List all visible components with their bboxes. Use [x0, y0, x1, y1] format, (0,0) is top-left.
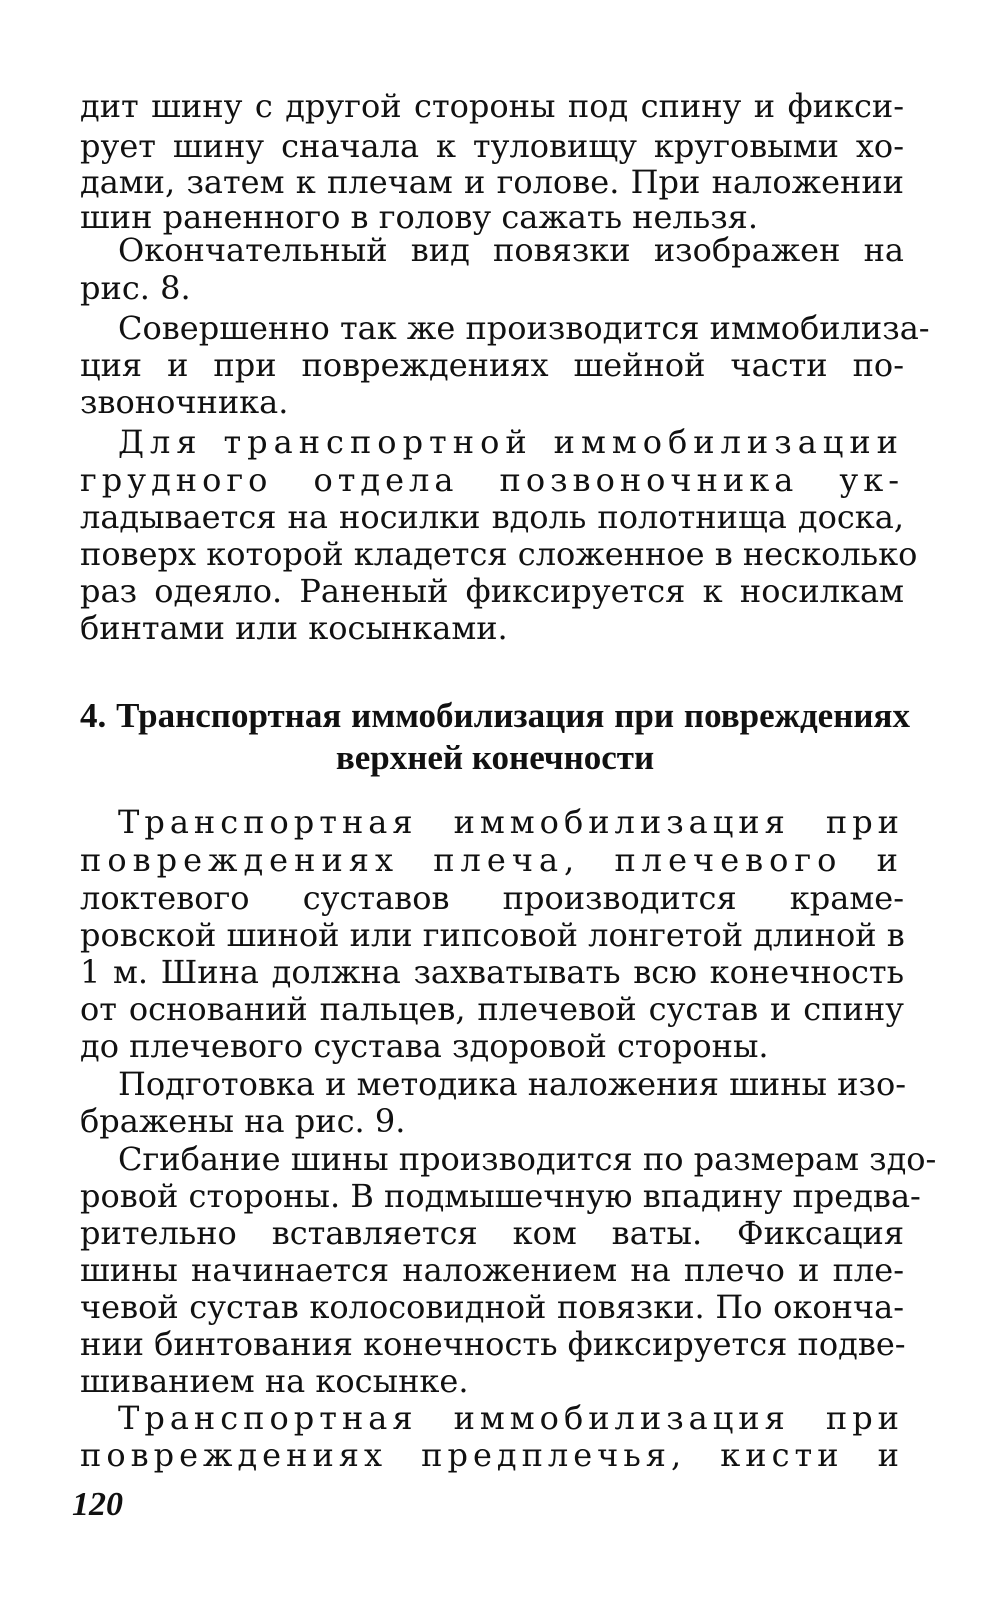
text-line: дит шину с другой стороны под спину и фикси-	[80, 87, 904, 125]
text-line: чевой сустав колосовидной повязки. По оконча-	[80, 1288, 904, 1326]
text-line: бражены на рис. 9.	[80, 1102, 406, 1140]
text-line: Подготовка и методика наложения шины изо-	[118, 1065, 907, 1103]
text-line: ция и при повреждениях шейной части по-	[80, 346, 904, 384]
text-line: ровской шиной или гипсовой лонгетой длиной в	[80, 916, 905, 954]
text-line: ровой стороны. В подмышечную впадину предва-	[80, 1177, 921, 1215]
text-line: Транспортная иммобилизация при	[118, 803, 904, 841]
section-heading-line: верхней конечности	[335, 738, 655, 777]
page-number: 120	[72, 1486, 123, 1523]
text-line: шиванием на косынке.	[80, 1362, 469, 1400]
text-line: бинтами или косынками.	[80, 609, 508, 647]
text-line: повреждениях предплечья, кисти и	[80, 1436, 904, 1474]
text-line: повреждениях плеча, плечевого и	[80, 841, 904, 879]
text-line: шины начинается наложением на плечо и пле-	[80, 1251, 904, 1289]
text-line: грудного отдела позвоночника ук-	[80, 461, 904, 499]
text-line: рительно вставляется ком ваты. Фиксация	[80, 1214, 904, 1252]
text-line: Транспортная иммобилизация при	[118, 1399, 904, 1437]
section-heading-line: 4. Транспортная иммобилизация при повреждениях	[80, 696, 910, 735]
text-line: от оснований пальцев, плечевой сустав и спину	[80, 990, 904, 1028]
text-line: звоночника.	[80, 383, 289, 421]
text-line: шин раненного в голову сажать нельзя.	[80, 198, 758, 236]
text-line: Совершенно так же производится иммобилиза-	[118, 309, 930, 347]
text-line: поверх которой кладется сложенное в несколько	[80, 535, 918, 573]
text-line: рис. 8.	[80, 269, 191, 307]
text-line: рует шину сначала к туловищу круговыми хо-	[80, 127, 904, 165]
text-line: раз одеяло. Раненый фиксируется к носилкам	[80, 572, 904, 610]
text-line: дами, затем к плечам и голове. При наложении	[80, 163, 904, 201]
text-line: локтевого суставов производится краме-	[80, 879, 904, 917]
text-line: нии бинтования конечность фиксируется подве-	[80, 1325, 906, 1363]
text-line: ладывается на носилки вдоль полотнища доска,	[80, 498, 904, 536]
text-line: Для транспортной иммобилизации	[118, 423, 904, 461]
text-line: Сгибание шины производится по размерам здо-	[118, 1140, 937, 1178]
text-line: Окончательный вид повязки изображен на	[118, 231, 904, 269]
text-line: 1 м. Шина должна захватывать всю конечность	[80, 953, 904, 991]
text-line: до плечевого сустава здоровой стороны.	[80, 1027, 769, 1065]
